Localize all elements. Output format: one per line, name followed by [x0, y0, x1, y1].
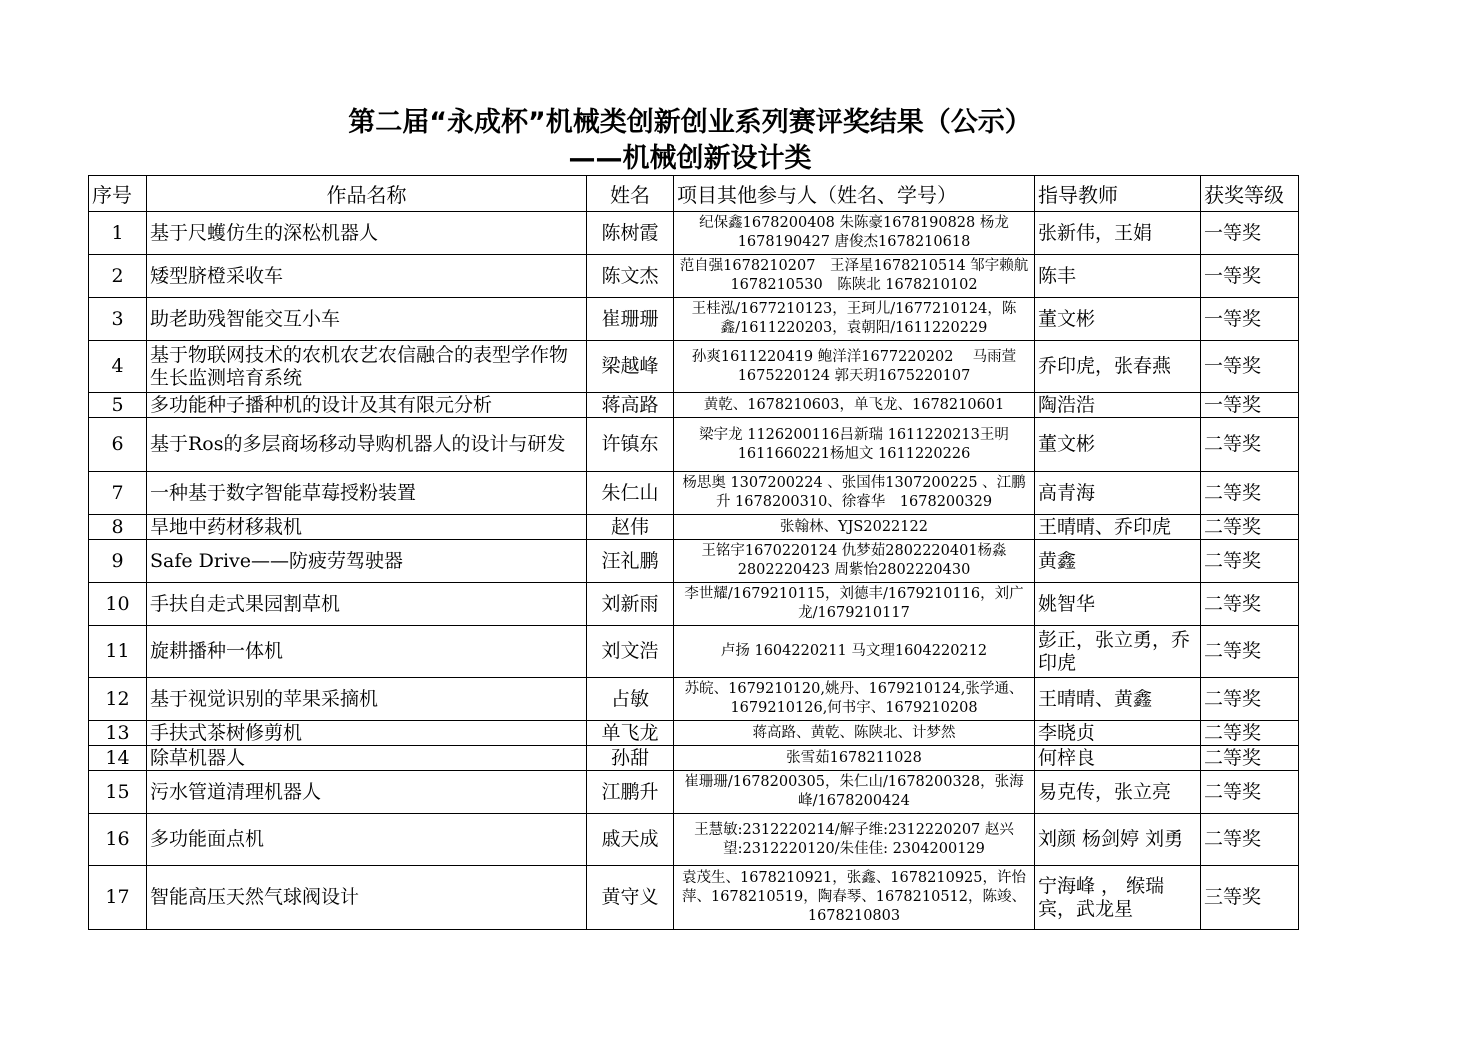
row-work: 基于Ros的多层商场移动导购机器人的设计与研发 — [147, 418, 587, 472]
table-row — [89, 746, 1299, 771]
row-work: 手扶自走式果园割草机 — [147, 583, 587, 626]
row-teacher: 王晴晴、乔印虎 — [1035, 515, 1201, 540]
row-award: 一等奖 — [1201, 393, 1299, 418]
row-student: 孙甜 — [587, 746, 674, 771]
row-award: 二等奖 — [1201, 814, 1299, 866]
table-row — [89, 721, 1299, 746]
row-student: 崔珊珊 — [587, 298, 674, 341]
row-student: 陈树霞 — [587, 212, 674, 255]
row-teacher: 张新伟，王娟 — [1035, 212, 1201, 255]
header-name: 姓名 — [587, 176, 674, 212]
row-participants: 纪保鑫1678200408 朱陈豪1678190828 杨龙1678190427 唐俊杰1678210618 — [674, 212, 1035, 255]
row-index: 13 — [89, 721, 147, 746]
row-work: Safe Drive——防疲劳驾驶器 — [147, 540, 587, 583]
row-award: 二等奖 — [1201, 721, 1299, 746]
row-award: 二等奖 — [1201, 583, 1299, 626]
row-participants: 李世耀/1679210115，刘德丰/1679210116，刘广龙/1679210117 — [674, 583, 1035, 626]
table-row — [89, 418, 1299, 472]
row-award: 二等奖 — [1201, 771, 1299, 814]
row-work: 矮型脐橙采收车 — [147, 255, 587, 298]
table-row — [89, 212, 1299, 255]
row-index: 15 — [89, 771, 147, 814]
row-index: 10 — [89, 583, 147, 626]
row-work: 多功能种子播种机的设计及其有限元分析 — [147, 393, 587, 418]
page-subtitle: ——机械创新设计类 — [568, 143, 812, 174]
row-award: 一等奖 — [1201, 255, 1299, 298]
table-row — [89, 583, 1299, 626]
row-index: 16 — [89, 814, 147, 866]
row-student: 许镇东 — [587, 418, 674, 472]
row-participants: 崔珊珊/1678200305，朱仁山/1678200328，张海峰/1678200424 — [674, 771, 1035, 814]
row-teacher: 高青海 — [1035, 472, 1201, 515]
row-work: 手扶式茶树修剪机 — [147, 721, 587, 746]
table-row — [89, 298, 1299, 341]
header-row — [89, 176, 1299, 212]
row-participants: 梁宇龙 1126200116吕新瑞 1611220213王明1611660221杨旭文 1611220226 — [674, 418, 1035, 472]
row-teacher: 乔印虎，张春燕 — [1035, 341, 1201, 393]
row-index: 1 — [89, 212, 147, 255]
header-index: 序号 — [89, 176, 147, 212]
row-award: 一等奖 — [1201, 341, 1299, 393]
row-award: 二等奖 — [1201, 746, 1299, 771]
table-row — [89, 472, 1299, 515]
row-award: 二等奖 — [1201, 418, 1299, 472]
row-participants: 王铭宇1670220124 仇梦茹2802220401杨淼2802220423 周紫怡2802220430 — [674, 540, 1035, 583]
row-index: 17 — [89, 866, 147, 930]
row-award: 二等奖 — [1201, 472, 1299, 515]
row-participants: 范自强1678210207 王泽星1678210514 邹宇赖航 1678210530 陈陕北 1678210102 — [674, 255, 1035, 298]
row-teacher: 陈丰 — [1035, 255, 1201, 298]
row-teacher: 董文彬 — [1035, 298, 1201, 341]
row-index: 5 — [89, 393, 147, 418]
row-teacher: 黄鑫 — [1035, 540, 1201, 583]
row-teacher: 李晓贞 — [1035, 721, 1201, 746]
row-teacher: 宁海峰 ， 缑瑞宾，武龙星 — [1035, 866, 1201, 930]
row-student: 赵伟 — [587, 515, 674, 540]
row-award: 一等奖 — [1201, 298, 1299, 341]
table-row — [89, 866, 1299, 930]
row-student: 单飞龙 — [587, 721, 674, 746]
awards-table — [88, 175, 1299, 930]
row-teacher: 王晴晴、黄鑫 — [1035, 678, 1201, 721]
row-teacher: 何梓良 — [1035, 746, 1201, 771]
row-student: 蒋高路 — [587, 393, 674, 418]
row-index: 6 — [89, 418, 147, 472]
row-participants: 蒋高路、黄乾、陈陕北、计梦然 — [674, 721, 1035, 746]
row-award: 二等奖 — [1201, 540, 1299, 583]
table-row — [89, 814, 1299, 866]
row-work: 旋耕播种一体机 — [147, 626, 587, 678]
row-teacher: 陶浩浩 — [1035, 393, 1201, 418]
row-index: 4 — [89, 341, 147, 393]
row-work: 智能高压天然气球阀设计 — [147, 866, 587, 930]
header-work: 作品名称 — [147, 176, 587, 212]
row-student: 占敏 — [587, 678, 674, 721]
row-index: 12 — [89, 678, 147, 721]
row-participants: 黄乾、1678210603，单飞龙、1678210601 — [674, 393, 1035, 418]
table-row — [89, 771, 1299, 814]
row-work: 基于视觉识别的苹果采摘机 — [147, 678, 587, 721]
row-work: 基于尺蠖仿生的深松机器人 — [147, 212, 587, 255]
row-participants: 卢扬 1604220211 马文理1604220212 — [674, 626, 1035, 678]
row-award: 二等奖 — [1201, 678, 1299, 721]
row-work: 除草机器人 — [147, 746, 587, 771]
table-row — [89, 626, 1299, 678]
row-student: 陈文杰 — [587, 255, 674, 298]
header-award: 获奖等级 — [1201, 176, 1299, 212]
row-student: 刘文浩 — [587, 626, 674, 678]
row-work: 旱地中药材移栽机 — [147, 515, 587, 540]
table-row — [89, 515, 1299, 540]
row-index: 7 — [89, 472, 147, 515]
row-teacher: 董文彬 — [1035, 418, 1201, 472]
table-row — [89, 255, 1299, 298]
row-work: 一种基于数字智能草莓授粉装置 — [147, 472, 587, 515]
row-work: 助老助残智能交互小车 — [147, 298, 587, 341]
row-index: 9 — [89, 540, 147, 583]
table-row — [89, 393, 1299, 418]
row-student: 黄守义 — [587, 866, 674, 930]
row-index: 8 — [89, 515, 147, 540]
row-award: 二等奖 — [1201, 626, 1299, 678]
row-participants: 杨思奥 1307200224 、张国伟1307200225 、江鹏升 1678200310、徐睿华 1678200329 — [674, 472, 1035, 515]
header-teacher: 指导教师 — [1035, 176, 1201, 212]
row-participants: 王慧敏:2312220214/解子维:2312220207 赵兴望:2312220120/朱佳佳: 2304200129 — [674, 814, 1035, 866]
row-index: 3 — [89, 298, 147, 341]
row-student: 梁越峰 — [587, 341, 674, 393]
row-participants: 王桂泓/1677210123，王珂儿/1677210124，陈鑫/1611220203，袁朝阳/1611220229 — [674, 298, 1035, 341]
row-index: 14 — [89, 746, 147, 771]
row-teacher: 刘颜 杨剑婷 刘勇 — [1035, 814, 1201, 866]
row-teacher: 易克传，张立亮 — [1035, 771, 1201, 814]
row-student: 汪礼鹏 — [587, 540, 674, 583]
page-title: 第二届“永成杯”机械类创新创业系列赛评奖结果（公示） — [348, 107, 1032, 138]
row-index: 2 — [89, 255, 147, 298]
row-work: 多功能面点机 — [147, 814, 587, 866]
row-student: 戚天成 — [587, 814, 674, 866]
row-participants: 张翰林、YJS2022122 — [674, 515, 1035, 540]
table-row — [89, 678, 1299, 721]
row-student: 朱仁山 — [587, 472, 674, 515]
row-participants: 张雪茹1678211028 — [674, 746, 1035, 771]
row-work: 污水管道清理机器人 — [147, 771, 587, 814]
row-index: 11 — [89, 626, 147, 678]
row-teacher: 姚智华 — [1035, 583, 1201, 626]
row-participants: 苏皖、1679210120,姚丹、1679210124,张学通、1679210126,何书宇、1679210208 — [674, 678, 1035, 721]
table-row — [89, 540, 1299, 583]
row-student: 刘新雨 — [587, 583, 674, 626]
table-row — [89, 341, 1299, 393]
row-participants: 袁茂生、1678210921，张鑫、1678210925，许怡萍、1678210519，陶春琴、1678210512，陈竣、1678210803 — [674, 866, 1035, 930]
row-award: 一等奖 — [1201, 212, 1299, 255]
row-teacher: 彭正，张立勇，乔印虎 — [1035, 626, 1201, 678]
row-award: 二等奖 — [1201, 515, 1299, 540]
row-work: 基于物联网技术的农机农艺农信融合的表型学作物生长监测培育系统 — [147, 341, 587, 393]
header-participants: 项目其他参与人（姓名、学号） — [674, 176, 1035, 212]
row-student: 江鹏升 — [587, 771, 674, 814]
row-award: 三等奖 — [1201, 866, 1299, 930]
row-participants: 孙爽1611220419 鲍洋洋1677220202 马雨萱1675220124 郭天玥1675220107 — [674, 341, 1035, 393]
